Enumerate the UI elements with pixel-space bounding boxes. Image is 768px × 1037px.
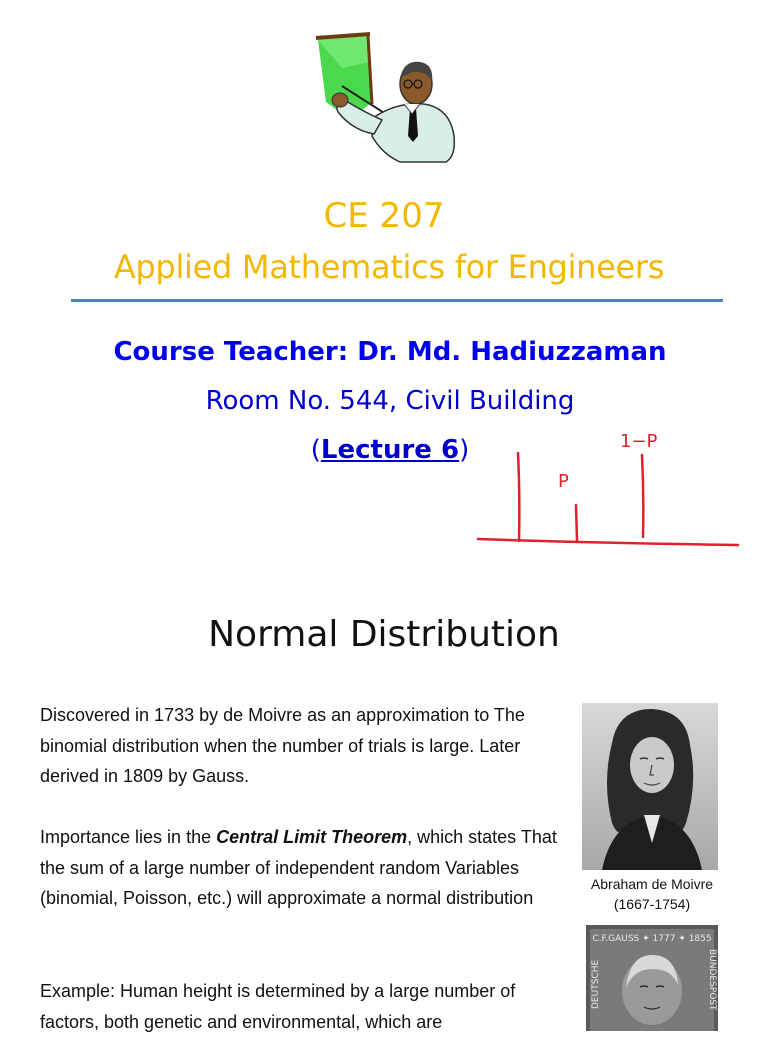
portrait-caption-name: Abraham de Moivre xyxy=(590,876,714,892)
lecture-paren-close: ) xyxy=(459,435,470,465)
lecture-link[interactable]: Lecture 6 xyxy=(320,435,460,465)
annotation-label-p: P xyxy=(558,471,569,492)
portrait-caption xyxy=(572,874,732,914)
de-moivre-portrait xyxy=(582,703,718,870)
portrait-caption-years: (1667-1754) xyxy=(613,896,691,912)
annotation-axis-horizontal xyxy=(478,539,738,545)
course-name: Applied Mathematics for Engineers xyxy=(113,248,665,286)
paragraph-importance xyxy=(40,822,570,914)
handwritten-annotation xyxy=(470,425,750,555)
title-divider xyxy=(71,299,723,302)
room-number: Room No. 544, Civil Building xyxy=(205,386,575,416)
section-heading: Normal Distribution xyxy=(208,614,560,655)
stamp-right-text: BUNDESPOST xyxy=(707,949,717,1011)
paragraph-history: Discovered in 1733 by de Moivre as an approximation to The binomial distribution when the number of trials is large. Later derived in 1809 by Gauss. xyxy=(40,705,525,786)
paragraph-importance-rest: , which states That the sum of a large number of independent random Variables (binomial, Poisson, etc.) will approximate a normal distribution xyxy=(40,827,557,908)
annotation-spike-p xyxy=(576,505,577,541)
gauss-stamp xyxy=(582,921,722,1031)
lecture-paren-open: ( xyxy=(310,435,321,465)
annotation-spike-1mp xyxy=(642,455,643,537)
annotation-axis-vertical xyxy=(518,453,519,541)
course-code: CE 207 xyxy=(323,196,445,236)
paragraph-importance-lead: Importance lies in the xyxy=(40,827,217,847)
paragraph-example: Example: Human height is determined by a large number of factors, both genetic and environmental, which are xyxy=(40,981,516,1032)
course-teacher: Course Teacher: Dr. Md. Hadiuzzaman xyxy=(113,337,667,367)
stamp-top-text: C.F.GAUSS ✦ 1777 ✦ 1855 xyxy=(592,934,712,944)
central-limit-theorem-term: Central Limit Theorem xyxy=(216,827,408,847)
annotation-label-1mp: 1−P xyxy=(620,431,658,452)
stamp-left-text: DEUTSCHE xyxy=(591,959,601,1009)
teacher-clipart xyxy=(312,32,462,164)
